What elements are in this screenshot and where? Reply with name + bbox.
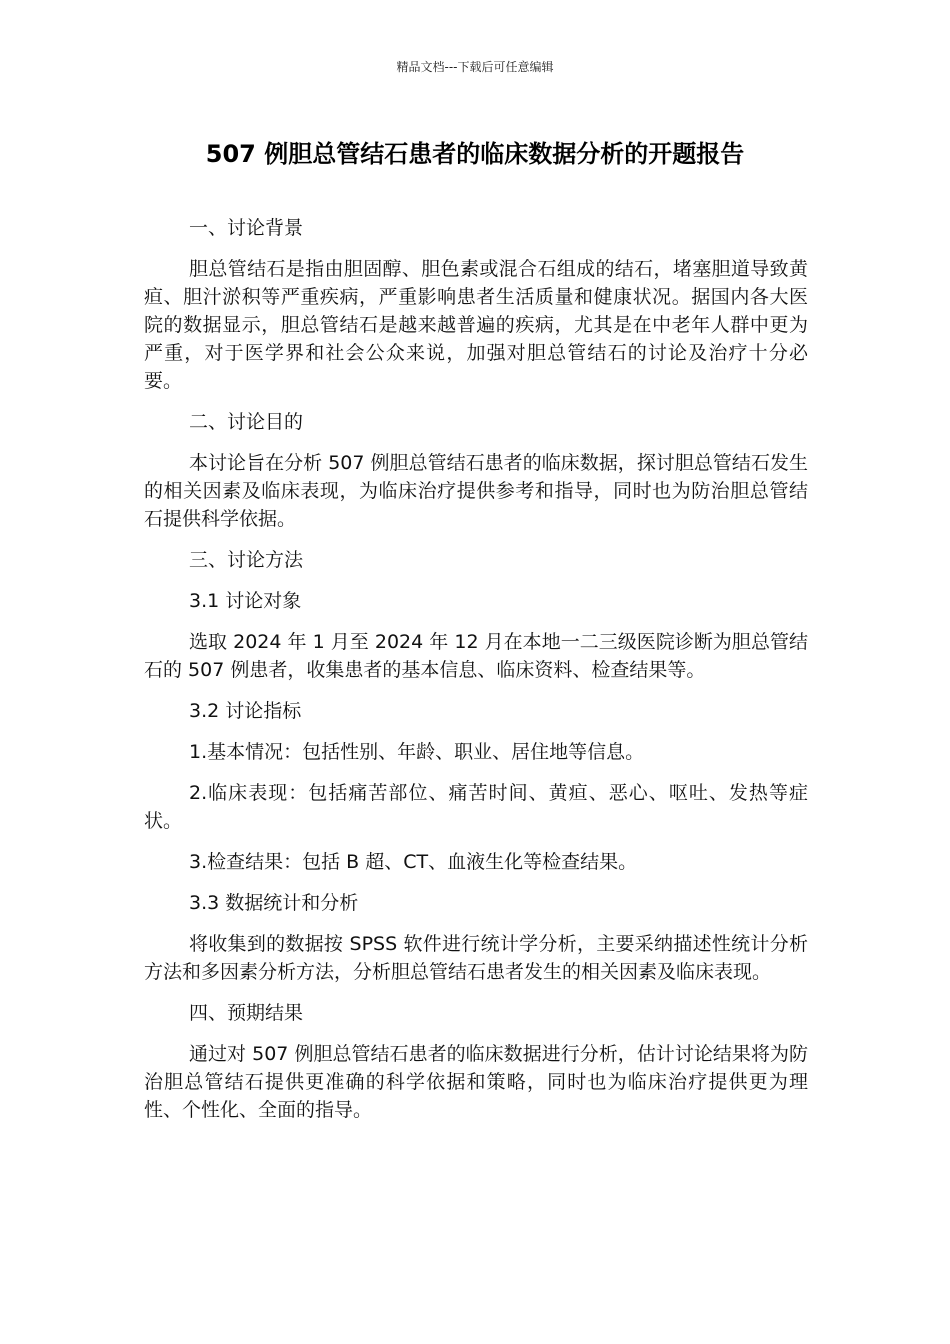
section-heading-expected: 四、预期结果: [189, 1002, 304, 1024]
header-note: 精品文档---下载后可任意编辑: [396, 60, 554, 74]
indicator-item: 1.基本情况：包括性别、年龄、职业、居住地等信息。: [189, 741, 645, 763]
subsection-heading-indicators: 3.2 讨论指标: [189, 700, 302, 722]
document-title: 507 例胆总管结石患者的临床数据分析的开题报告: [205, 140, 745, 168]
section-heading-purpose: 二、讨论目的: [189, 411, 304, 433]
section-heading-method: 三、讨论方法: [189, 549, 304, 571]
indicator-item: 3.检查结果：包括 B 超、CT、血液生化等检查结果。: [189, 851, 638, 873]
subsection-body-analysis: 将收集到的数据按 SPSS 软件进行统计学分析，主要采纳描述性统计分析方法和多因素分析方法，分析胆总管结石患者发生的相关因素及临床表现。: [144, 933, 808, 983]
indicator-item: 2.临床表现：包括痛苦部位、痛苦时间、黄疸、恶心、呕吐、发热等症状。: [144, 782, 808, 832]
subsection-body-subject: 选取 2024 年 1 月至 2024 年 12 月在本地一二三级医院诊断为胆总管结石的 507 例患者，收集患者的基本信息、临床资料、检查结果等。: [144, 631, 808, 681]
section-body-background: 胆总管结石是指由胆固醇、胆色素或混合石组成的结石，堵塞胆道导致黄疸、胆汁淤积等严重疾病，严重影响患者生活质量和健康状况。据国内各大医院的数据显示，胆总管结石是越来越普遍的疾病，尤其是在中老年人群中更为严重，对于医学界和社会公众来说，加强对胆总管结石的讨论及治疗十分必要。: [144, 258, 808, 392]
section-heading-background: 一、讨论背景: [189, 217, 304, 239]
section-body-purpose: 本讨论旨在分析 507 例胆总管结石患者的临床数据，探讨胆总管结石发生的相关因素及临床表现，为临床治疗提供参考和指导，同时也为防治胆总管结石提供科学依据。: [144, 452, 808, 530]
subsection-heading-analysis: 3.3 数据统计和分析: [189, 892, 359, 914]
section-body-expected: 通过对 507 例胆总管结石患者的临床数据进行分析，估计讨论结果将为防治胆总管结石提供更准确的科学依据和策略，同时也为临床治疗提供更为理性、个性化、全面的指导。: [144, 1043, 808, 1121]
subsection-heading-subject: 3.1 讨论对象: [189, 590, 302, 612]
document-body: [144, 214, 808, 1137]
